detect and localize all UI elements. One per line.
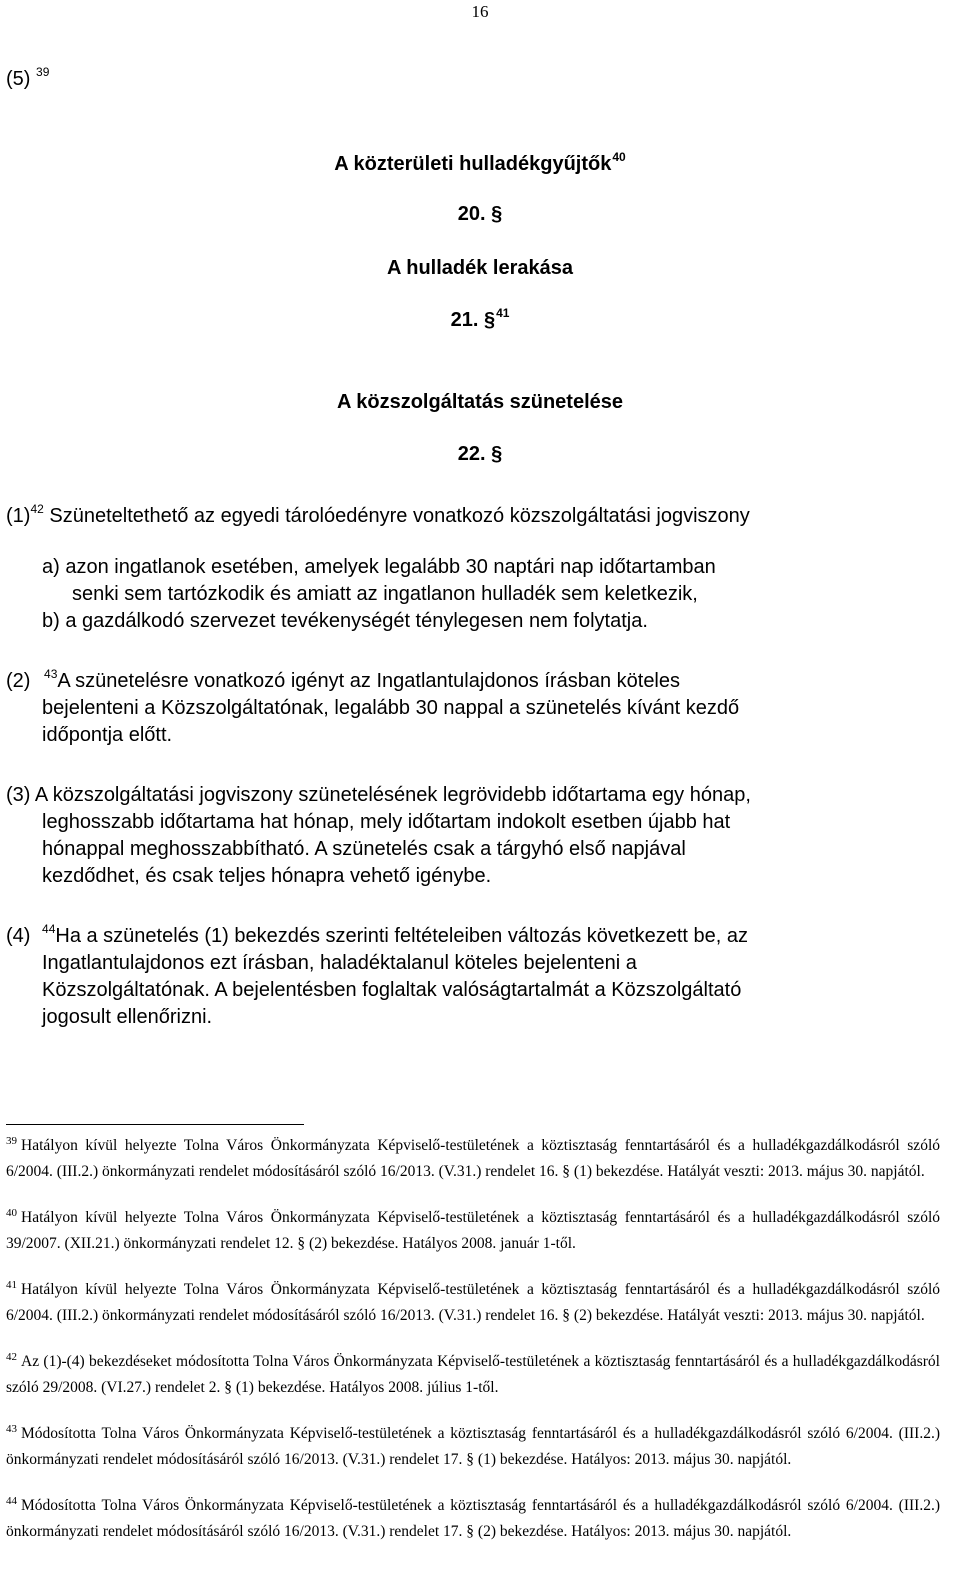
paragraph-3-line3: hónappal meghosszabbítható. A szünetelés csak a tárgyhó első napjával — [42, 838, 686, 860]
heading-waste-dumping: A hulladék lerakása — [386, 257, 574, 279]
footnote-ref[interactable]: 39 — [36, 65, 50, 79]
paragraph-1-item-a-line2: senki sem tartózkodik és amiatt az ingatlanon hulladék sem keletkezik, — [72, 583, 698, 605]
section-label: (5) — [6, 68, 31, 90]
paragraph-3-line4: kezdődhet, és csak teljes hónapra vehető igénybe. — [42, 865, 492, 887]
paragraph-4-line3: Közszolgáltatónak. A bejelentésben foglaltak valóságtartalmát a Közszolgáltató — [42, 979, 742, 1001]
paragraph-1-item-b: b) a gazdálkodó szervezet tevékenységét ténylegesen nem folytatja. — [42, 610, 648, 632]
heading-section-20: 20. § — [457, 203, 503, 225]
footnote-42: $^{42}$ Az (1)-(4) bekezdéseket módosította Tolna Város Önkormányzata Képviselő-testületének a köztisztaság fenntartásáról és a hulladékgazdálkodásról szóló 29/2008. (VI.27.) rendelet 2. § (1) bekezdése. Hatályos 2008. július 1-től. — [6, 1351, 940, 1396]
footnote-ref[interactable]: 43 — [44, 667, 58, 681]
heading-section-22: 22. § — [457, 443, 503, 465]
section-marker — [6, 65, 50, 91]
footnote-39: $^{39}$ Hatályon kívül helyezte Tolna Város Önkormányzata Képviselő-testületének a köztisztaság fenntartásáról és a hulladékgazdálkodásról szóló 6/2004. (III.2.) önkormányzati rendelet módosításáról szóló 16/2013. (V.31.) rendelet 16. § (1) bekezdése. Hatályát veszti: 2013. május 30. napjától. — [6, 1135, 940, 1180]
footnote-41: $^{41}$ Hatályon kívül helyezte Tolna Város Önkormányzata Képviselő-testületének a köztisztaság fenntartásáról és a hulladékgazdálkodásról szóló 6/2004. (III.2.) önkormányzati rendelet módosításáról szóló 16/2013. (V.31.) rendelet 16. § (2) bekezdése. Hatályát veszti: 2013. május 30. napjától. — [6, 1279, 940, 1324]
footnote-ref[interactable]: 41 — [496, 306, 510, 320]
footnote-separator — [6, 1124, 304, 1125]
paragraph-1-intro: $(1)^{42}$ Szüneteltethető az egyedi tárolóedényre vonatkozó közszolgáltatási jogviszony — [6, 502, 750, 527]
footnote-number: 41 — [6, 1279, 17, 1291]
page-number: 16 — [471, 2, 489, 21]
paragraph-4-line4: jogosult ellenőrizni. — [42, 1006, 213, 1028]
footnote-44: $^{44}$ Módosította Tolna Város Önkormányzata Képviselő-testületének a köztisztaság fenntartásáról és a hulladékgazdálkodásról szóló 6/2004. (III.2.) önkormányzati rendelet módosításáról szóló 16/2013. (V.31.) rendelet 17. § (2) bekezdése. Hatályos: 2013. május 30. napjától. — [6, 1495, 940, 1540]
heading-section-21: 21. §$^{41}$ — [450, 306, 510, 331]
paragraph-3-line1: (3) A közszolgáltatási jogviszony szünetelésének legrövidebb időtartama egy hónap, — [6, 784, 751, 806]
footnote-ref[interactable]: 40 — [612, 150, 626, 164]
footnote-number: 43 — [6, 1423, 17, 1435]
paragraph-4-line1: (4) $^{44}$Ha a szünetelés (1) bekezdés szerinti feltételeiben változás következett be, az — [6, 922, 748, 947]
footnote-number: 44 — [6, 1495, 17, 1507]
footnote-ref[interactable]: 44 — [42, 922, 56, 936]
footnote-ref[interactable]: 42 — [30, 502, 44, 516]
paragraph-2-line3: időpontja előtt. — [42, 724, 173, 746]
heading-service-suspension: A közszolgáltatás szünetelése — [336, 391, 624, 413]
footnote-number: 40 — [6, 1207, 17, 1219]
paragraph-3-line2: leghosszabb időtartama hat hónap, mely időtartam indokolt esetben újabb hat — [42, 811, 731, 833]
paragraph-2-line1: (2) $^{43}$A szünetelésre vonatkozó igényt az Ingatlantulajdonos írásban köteles — [6, 667, 681, 692]
paragraph-4-line2: Ingatlantulajdonos ezt írásban, haladéktalanul köteles bejelenteni a — [42, 952, 637, 974]
footnote-number: 42 — [6, 1351, 17, 1363]
footnote-40: $^{40}$ Hatályon kívül helyezte Tolna Város Önkormányzata Képviselő-testületének a köztisztaság fenntartásáról és a hulladékgazdálkodásról szóló 39/2007. (XII.21.) önkormányzati rendelet 12. § (2) bekezdése. Hatályos 2008. január 1-től. — [6, 1207, 940, 1252]
footnote-43: $^{43}$ Módosította Tolna Város Önkormányzata Képviselő-testületének a köztisztaság fenntartásáról és a hulladékgazdálkodásról szóló 6/2004. (III.2.) önkormányzati rendelet módosításáról szóló 16/2013. (V.31.) rendelet 17. § (1) bekezdése. Hatályos: 2013. május 30. napjától. — [6, 1423, 940, 1468]
footnote-number: 39 — [6, 1135, 17, 1147]
paragraph-1-item-a-line1: a) azon ingatlanok esetében, amelyek legalább 30 naptári nap időtartamban — [42, 556, 716, 578]
paragraph-2-line2: bejelenteni a Közszolgáltatónak, legalább 30 nappal a szünetelés kívánt kezdő — [42, 697, 740, 719]
heading-waste-collectors: A közterületi hulladékgyűjtők$^{40}$ — [334, 150, 626, 175]
